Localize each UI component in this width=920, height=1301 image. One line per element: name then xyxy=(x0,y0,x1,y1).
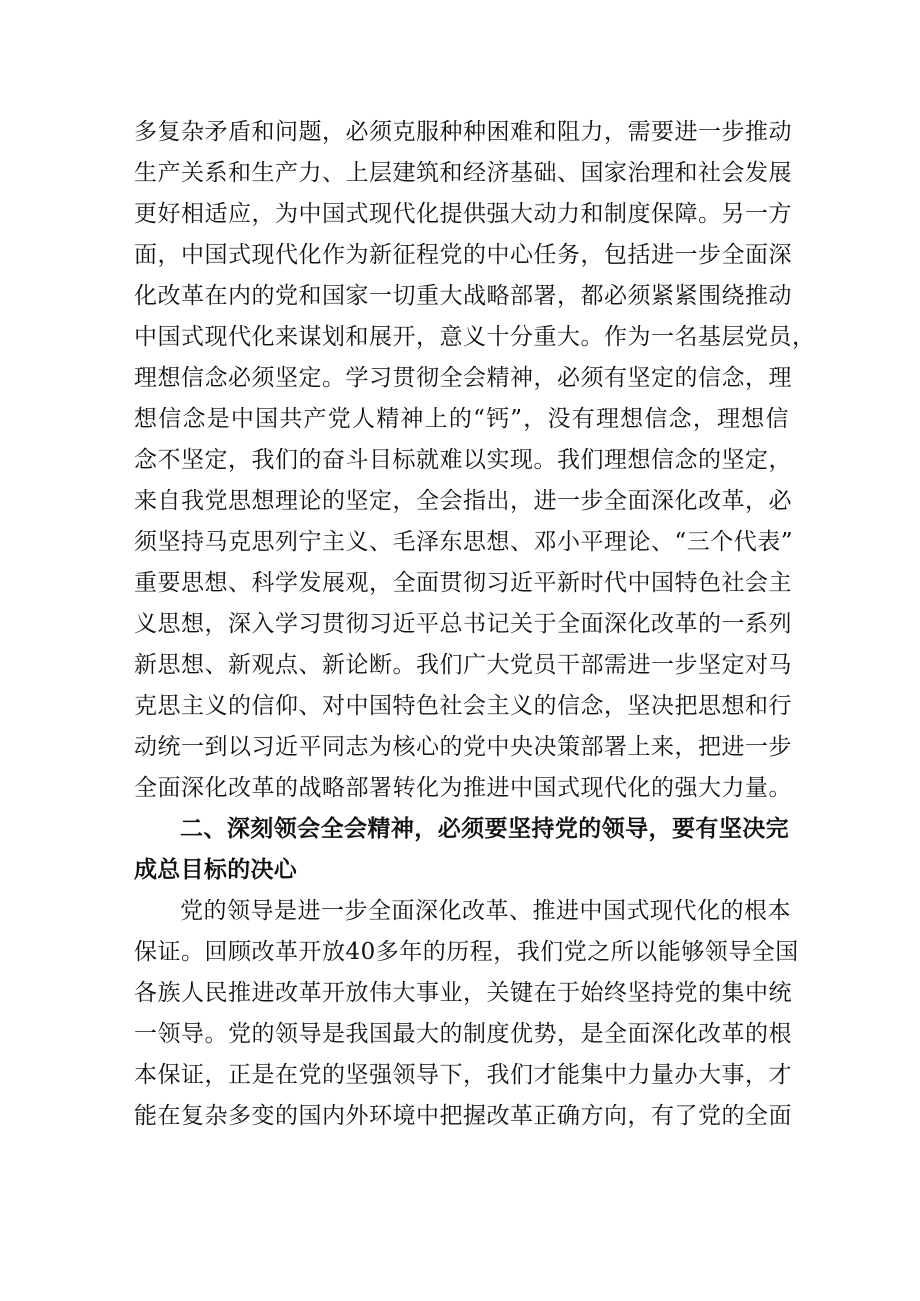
paragraph-line: 克思主义的信仰、对中国特色社会主义的信念，坚决把思想和行 xyxy=(134,693,792,719)
paragraph-line: 义思想，深入学习贯彻习近平总书记关于全面深化改革的一系列 xyxy=(134,611,792,637)
paragraph-line: 本保证，正是在党的坚强领导下，我们才能集中力量办大事，才 xyxy=(134,1062,792,1088)
paragraph-party-leadership xyxy=(134,891,799,1137)
document-body xyxy=(134,112,816,1137)
paragraph-line: 念不坚定，我们的奋斗目标就难以实现。我们理想信念的坚定， xyxy=(134,447,792,473)
paragraph-line: 动统一到以习近平同志为核心的党中央决策部署上来，把进一步 xyxy=(134,734,792,760)
paragraph-line: 生产关系和生产力、上层建筑和经济基础、国家治理和社会发展 xyxy=(134,160,792,186)
paragraph-line: 来自我党思想理论的坚定，全会指出，进一步全面深化改革，必 xyxy=(134,488,792,514)
section-heading-party-leadership xyxy=(134,809,789,891)
paragraph-line: 须坚持马克思列宁主义、毛泽东思想、邓小平理论、“三个代表” xyxy=(134,529,794,555)
paragraph-line: 面，中国式现代化作为新征程党的中心任务，包括进一步全面深 xyxy=(134,242,792,268)
heading-line: 二、深刻领会全会精神，必须要坚持党的领导，要有坚决完 xyxy=(180,816,789,842)
paragraph-line: 重要思想、科学发展观，全面贯彻习近平新时代中国特色社会主 xyxy=(134,570,792,596)
paragraph-line: 能在复杂多变的国内外环境中把握改革正确方向，有了党的全面 xyxy=(134,1103,792,1129)
paragraph-line: 化改革在内的党和国家一切重大战略部署，都必须紧紧围绕推动 xyxy=(134,283,792,309)
paragraph-line: 中国式现代化来谋划和展开，意义十分重大。作为一名基层党员， xyxy=(134,324,816,350)
paragraph-line: 新思想、新观点、新论断。我们广大党员干部需进一步坚定对马 xyxy=(134,652,792,678)
paragraph-line: 一领导。党的领导是我国最大的制度优势，是全面深化改革的根 xyxy=(134,1021,792,1047)
paragraph-line: 全面深化改革的战略部署转化为推进中国式现代化的强大力量。 xyxy=(134,775,792,801)
paragraph-line: 各族人民推进改革开放伟大事业，关键在于始终坚持党的集中统 xyxy=(134,980,792,1006)
paragraph-line: 保证。回顾改革开放40多年的历程，我们党之所以能够领导全国 xyxy=(134,939,799,965)
paragraph-line: 理想信念必须坚定。学习贯彻全会精神，必须有坚定的信念，理 xyxy=(134,365,792,391)
paragraph-line: 更好相适应，为中国式现代化提供强大动力和制度保障。另一方 xyxy=(134,201,792,227)
heading-line: 成总目标的决心 xyxy=(134,857,298,883)
paragraph-line: 想信念是中国共产党人精神上的“钙”，没有理想信念，理想信 xyxy=(134,406,789,432)
paragraph-line: 党的领导是进一步全面深化改革、推进中国式现代化的根本 xyxy=(180,898,791,924)
paragraph-ideals-and-beliefs xyxy=(134,112,816,809)
paragraph-line: 多复杂矛盾和问题，必须克服种种困难和阻力，需要进一步推动 xyxy=(134,119,792,145)
